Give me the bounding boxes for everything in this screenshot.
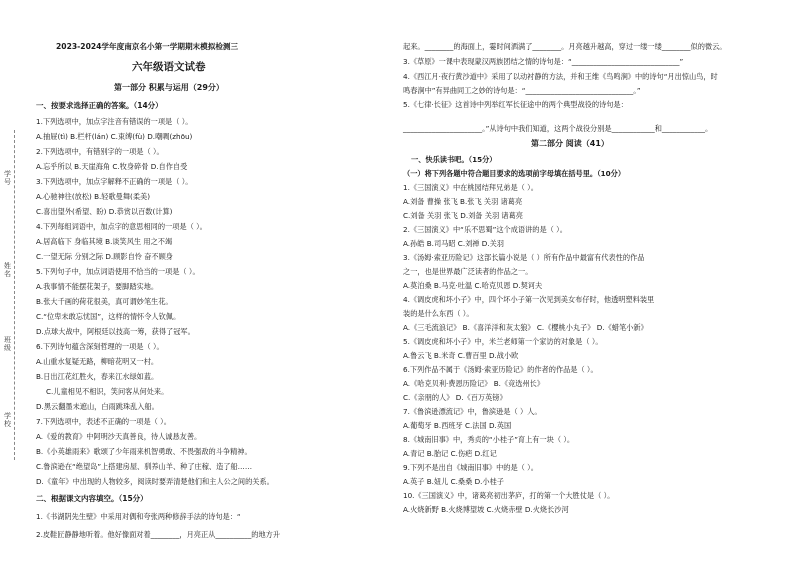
section1-title: 一、按要求选择正确的答案。（14分）: [36, 101, 163, 110]
reading-subsection-title: （一）将下列各题中符合题目要求的选项前字母填在括号里。（10分）: [403, 169, 626, 178]
binding-line: [14, 130, 15, 460]
question-line: D.《童年》中出现的人物较多，阅读时要弄清楚他们和主人公之间的关系。: [36, 477, 274, 486]
question-line: A.孙皓 B.司马昭 C.刘禅 D.关羽: [403, 239, 504, 248]
fill-line: 5.《七律·长征》这首诗中列举红军长征途中的两个典型战役的诗句是：: [403, 100, 628, 109]
question-line: 9.下列不是出自《城南旧事》中的是（ ）。: [403, 463, 538, 472]
binding-margin: [0, 0, 30, 561]
question-line: C.儿童相见不相识，笑问客从何处来。: [46, 387, 169, 396]
part2-title: 第二部分 阅读（41）: [531, 139, 609, 148]
question-line: A.居高临下 身临其境 B.谈笑风生 用之不竭: [36, 237, 173, 246]
question-line: 2.下列选项中，有错别字的一项是（ ）。: [36, 147, 164, 156]
question-line: B.日出江花红胜火，春来江水绿如蓝。: [36, 372, 159, 381]
question-line: D.点球大战中，阿根廷以技高一筹，获得了冠军。: [36, 327, 195, 336]
binding-label-student-id: 学号: [4, 170, 11, 186]
binding-label-name: 姓名: [4, 262, 11, 278]
question-line: 5.下列句子中，加点词语使用不恰当的一项是（ ）。: [36, 267, 200, 276]
binding-label-class: 班级: [4, 336, 11, 352]
question-line: 4.下列每组词语中，加点字的意思相同的一项是（ ）。: [36, 222, 207, 231]
question-line: 7.《鲁滨逊漂流记》中，鲁滨逊是（ ）人。: [403, 407, 542, 416]
question-line: D.黑云翻墨未遮山，白雨跳珠乱入船。: [36, 402, 159, 411]
question-line: 3.下列选项中，加点字解释不正确的一项是（ ）。: [36, 177, 193, 186]
question-line: 10.《三国演义》中，诸葛亮初出茅庐，打的第一个大胜仗是（ ）。: [403, 491, 615, 500]
exam-header: 2023-2024学年度南京名小第一学期期末模拟检测三: [56, 42, 239, 51]
fill-line: 起来。________的海面上，霎时间洒满了________。月亮越升越高，穿过一缕一缕________似的微云。: [403, 42, 727, 51]
question-line: 8.《城南旧事》中，秀贞的“小桂子”育上有一块（ ）。: [403, 435, 575, 444]
question-line: A.心驰神往(放松) B.轻歌曼舞(柔美): [36, 192, 151, 201]
binding-label-school: 学校: [4, 412, 11, 428]
question-line: A.山重水复疑无路，柳暗花明又一村。: [36, 357, 159, 366]
question-line: A.《三毛流浪记》 B.《喜洋洋和灰太狼》 C.《樱桃小丸子》 D.《蜡笔小新》: [403, 323, 648, 332]
question-line: C.“位卑未敢忘忧国”，这样的情怀令人钦佩。: [36, 312, 181, 321]
question-line: A.青记 B.胎记 C.伤疤 D.红记: [403, 449, 497, 458]
question-line: A.刘备 曹操 张飞 B.张飞 关羽 诸葛亮: [403, 197, 523, 206]
fill-line: 鸣春涧中”有异曲同工之妙的诗句是：“______________________________。”: [403, 86, 641, 95]
question-line: 装的是什么东西（ ）。: [403, 309, 474, 318]
question-line: 之一，也是世界最广泛读者的作品之一。: [403, 267, 533, 276]
question-line: 4.《调皮虎和坏小子》中，四个坏小子第一次见到美女布仔时，他透明塑料装里: [403, 295, 655, 304]
question-line: A.英子 B.妞儿 C.桑桑 D.小桂子: [403, 477, 504, 486]
question-line: 3.《汤姆·索亚历险记》这部长篇小说是（ ）所有作品中最富有代表性的作品: [403, 253, 645, 262]
fill-line: 4.《西江月·夜行黄沙道中》采用了以动衬静的方法，并和王维《鸟鸣涧》中的诗句“月出惊山鸟，时: [403, 72, 718, 81]
question-line: A.抽屉(tì) B.栏杆(lán) C.束缚(fù) D.嘲啁(zhōu): [36, 132, 193, 141]
question-line: 5.《调皮虎和坏小子》中，米兰老师第一个家访的对象是（ ）。: [403, 337, 603, 346]
question-line: C.《亲朋的人》 D.《百万英镑》: [403, 393, 507, 402]
question-line: A.《哈克贝利·费恩历险记》 B.《竞选州长》: [403, 379, 545, 388]
question-line: C.鲁滨逊在“绝望岛”上搭建房屋、驯养山羊、种了庄稼、造了船……: [36, 462, 253, 471]
question-line: A.火烧新野 B.火烧博望坡 C.火烧赤壁 D.火烧长沙河: [403, 505, 569, 514]
question-line: A.我事情不能摆花架子，要脚踏实地。: [36, 282, 159, 291]
question-line: C.刘备 关羽 张飞 D.刘备 关羽 诸葛亮: [403, 211, 523, 220]
fill-line: ______________________。”从诗句中我们知道，这两个战役分别是____________和____________。: [403, 124, 713, 133]
reading-section-title: 一、快乐读书吧。（15分）: [411, 155, 497, 164]
question-line: C.喜出望外(希望、盼) D.恭赏以百数(计算): [36, 207, 173, 216]
question-line: A.忘乎所以 B.天崖海角 C.牧身碎骨 D.自作自受: [36, 162, 188, 171]
fill-line: 1.《书湖阴先生壁》中采用对偶和夸张两种修辞手法的诗句是：“: [36, 512, 241, 521]
fill-line: 3.《草原》一课中表现蒙汉两族团结之情的诗句是：“______________________________”: [403, 57, 684, 66]
section2-title: 二、根据课文内容填空。（15分）: [36, 494, 148, 503]
grade-title: 六年级语文试卷: [132, 61, 206, 73]
question-line: A.鲁云飞 B.米奇 C.曹百里 D.战小欧: [403, 351, 519, 360]
question-line: B.《小英雄雨来》歌颂了少年雨来机智勇敢、不畏强敌的斗争精神。: [36, 447, 252, 456]
question-line: A.莫泊桑 B.马克·吐温 C.哈克贝恩 D.契诃夫: [403, 281, 543, 290]
fill-line: 2.皮鞋匠静静地听着。他好像面对着________，月亮正从__________的地方升: [36, 530, 281, 539]
question-line: A.《爱的教育》中阿明沙天真善良，待人诚恳友善。: [36, 432, 202, 441]
question-line: 1.《三国演义》中在桃园结拜兄弟是（ ）。: [403, 183, 538, 192]
question-line: 2.《三国演义》中“乐不思蜀”这个成语讲的是（ ）。: [403, 225, 567, 234]
question-line: 6.下列作品不属于《汤姆·索亚历险记》的作者的作品是（ ）。: [403, 365, 598, 374]
question-line: 1.下列选项中，加点字注音有错误的一项是（ ）。: [36, 117, 193, 126]
question-line: 6.下列诗句蕴含深刻哲理的一项是（ ）。: [36, 342, 164, 351]
question-line: B.张大千画的荷花很美，真可谓妙笔生花。: [36, 297, 173, 306]
part1-title: 第一部分 积累与运用（29分）: [114, 83, 224, 92]
question-line: 7.下列选项中，表述不正确的一项是（ ）。: [36, 417, 171, 426]
question-line: A.葡萄牙 B.西班牙 C.法国 D.英国: [403, 421, 512, 430]
question-line: C.一望无际 分别之际 D.顾影自怜 奋不顾身: [36, 252, 173, 261]
